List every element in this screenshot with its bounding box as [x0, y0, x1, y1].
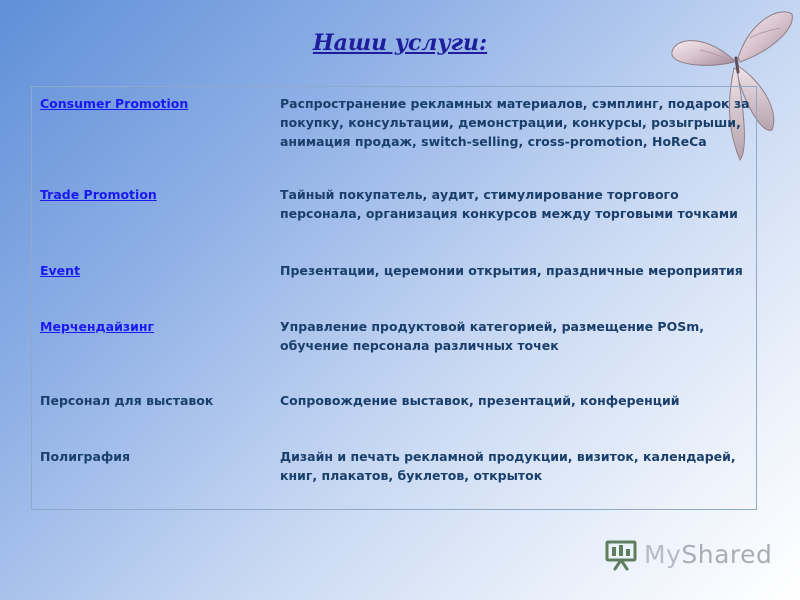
slide-title: Наши услуги:: [312, 30, 488, 56]
myshared-watermark: [604, 534, 774, 574]
service-description: Дизайн и печать рекламной продукции, визиток, календарей, книг, плакатов, буклетов, открыток: [280, 449, 736, 483]
services-table: [31, 86, 757, 510]
service-description: Распространение рекламных материалов, сэмплинг, подарок за покупку, консультации, демонстрации, конкурсы, розыгрыши, анимация продаж, switch-selling, cross-promotion, HoReCa: [280, 96, 750, 149]
service-description: Презентации, церемонии открытия, праздничные мероприятия: [280, 263, 743, 278]
service-name-exhibition-staff: Персонал для выставок: [40, 393, 214, 408]
watermark-text: MyShared: [644, 539, 773, 569]
presentation-screen-icon: [604, 537, 638, 571]
service-name-printing: Полиграфия: [40, 449, 131, 464]
service-link-trade-promotion[interactable]: Trade Promotion: [40, 187, 157, 202]
service-description: Управление продуктовой категорией, размещение POSm, обучение персонала различных точек: [280, 319, 704, 353]
service-link-consumer-promotion[interactable]: Consumer Promotion: [40, 96, 189, 111]
service-description: Сопровождение выставок, презентаций, конференций: [280, 393, 680, 408]
service-link-event[interactable]: Event: [40, 263, 81, 278]
service-description: Тайный покупатель, аудит, стимулирование торгового персонала, организация конкурсов между торговыми точками: [280, 187, 738, 221]
service-link-merchandising[interactable]: Мерчендайзинг: [40, 319, 155, 334]
